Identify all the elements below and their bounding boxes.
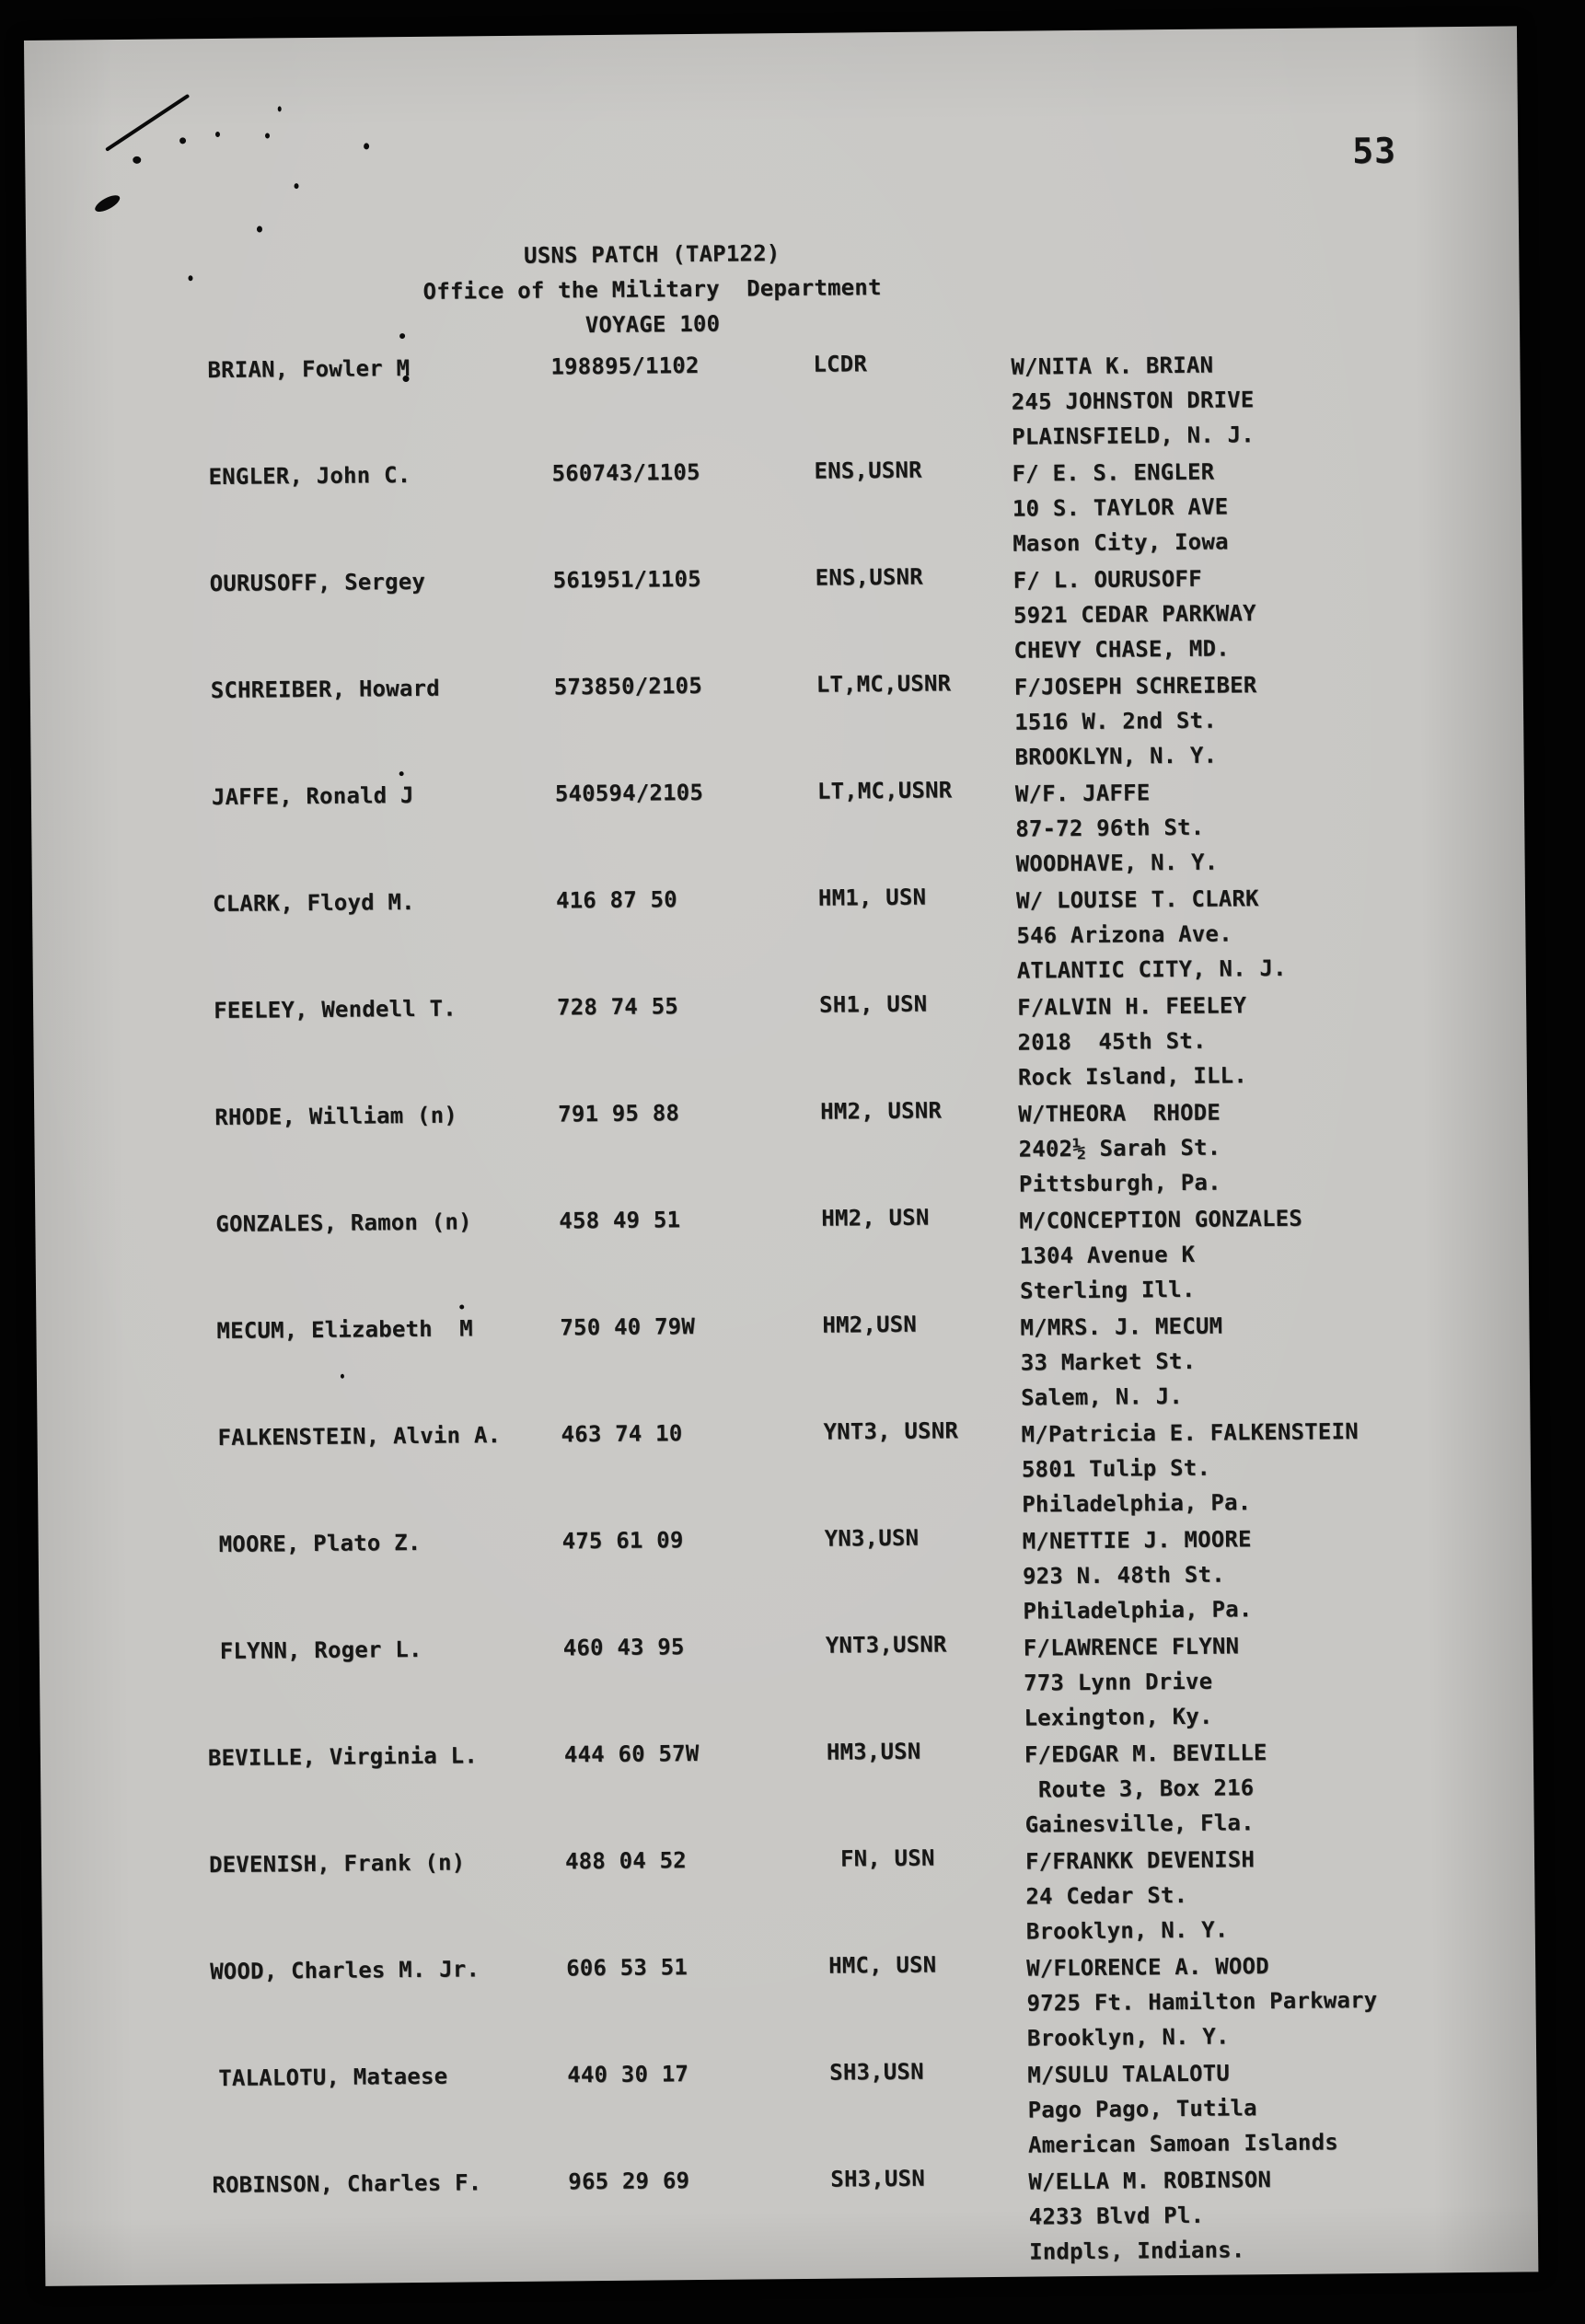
next-of-kin-line: Rock Island, ILL.	[1017, 1062, 1248, 1091]
table-row	[29, 558, 1523, 683]
rank-rating: HM2, USN	[821, 1204, 930, 1231]
passenger-name: RHODE, William (n)	[214, 1102, 458, 1131]
rank-rating: YNT3, USNR	[823, 1417, 959, 1445]
service-number: 488 04 52	[564, 1847, 687, 1875]
next-of-kin-address	[1024, 1628, 1240, 1735]
rank-rating: HM1, USN	[817, 884, 927, 911]
next-of-kin-line: 4233 Blvd Pl.	[1028, 2202, 1205, 2230]
next-of-kin-address	[1020, 1309, 1223, 1416]
next-of-kin-line: Mason City, Iowa	[1012, 528, 1229, 557]
passenger-name: MOORE, Plato Z.	[218, 1529, 422, 1558]
next-of-kin-line: 10 S. TAYLOR AVE	[1012, 493, 1229, 522]
next-of-kin-line: WOODHAVE, N. Y.	[1015, 849, 1219, 877]
next-of-kin-line: 2018 45th St.	[1017, 1027, 1207, 1056]
passenger-name: ROBINSON, Charles F.	[212, 2169, 482, 2199]
service-number: 198895/1102	[550, 352, 700, 380]
service-number: 560743/1105	[551, 458, 700, 487]
table-row	[33, 985, 1527, 1110]
passenger-name: MECUM, Elizabeth M	[216, 1315, 473, 1345]
passenger-name: TALALOTU, Mataese	[218, 2063, 448, 2092]
next-of-kin-line: M/NETTIE J. MOORE	[1022, 1526, 1252, 1555]
passenger-name: FLYNN, Roger L.	[219, 1636, 422, 1665]
next-of-kin-line: 1516 W. 2nd St.	[1014, 707, 1218, 735]
service-number: 750 40 79W	[560, 1313, 696, 1341]
table-row	[42, 1946, 1536, 2071]
next-of-kin-line: Lexington, Ky.	[1024, 1703, 1213, 1731]
next-of-kin-line: PLAINSFIELD, N. J.	[1012, 422, 1255, 450]
next-of-kin-line: F/ALVIN H. FEELEY	[1017, 992, 1247, 1021]
table-row	[39, 1519, 1533, 1644]
passenger-name: SCHREIBER, Howard	[210, 675, 440, 704]
next-of-kin-line: Salem, N. J.	[1021, 1382, 1184, 1411]
next-of-kin-line: Pittsburgh, Pa.	[1018, 1169, 1221, 1197]
next-of-kin-line: 24 Cedar St.	[1025, 1881, 1188, 1910]
next-of-kin-line: Brooklyn, N. Y.	[1026, 2023, 1230, 2052]
next-of-kin-line: 33 Market St.	[1020, 1347, 1197, 1376]
next-of-kin-address	[1018, 1095, 1221, 1202]
rank-rating: LT,MC,USNR	[816, 670, 952, 698]
next-of-kin-line: W/THEORA RHODE	[1018, 1099, 1221, 1127]
next-of-kin-address	[1016, 881, 1287, 989]
document-header	[210, 233, 1094, 346]
service-number: 475 61 09	[561, 1527, 684, 1555]
next-of-kin-line: W/ LOUISE T. CLARK	[1015, 885, 1259, 914]
table-row	[31, 771, 1525, 896]
ink-speck	[133, 156, 141, 164]
table-row	[32, 878, 1526, 1003]
table-row	[36, 1305, 1530, 1430]
next-of-kin-address	[1012, 454, 1228, 561]
next-of-kin-line: ATLANTIC CITY, N. J.	[1016, 954, 1287, 984]
next-of-kin-line: 2402½ Sarah St.	[1018, 1134, 1221, 1162]
service-number: 444 60 57W	[563, 1740, 700, 1768]
service-number: 463 74 10	[561, 1420, 683, 1448]
passenger-name: BRIAN, Fowler M	[207, 354, 411, 384]
next-of-kin-line: 923 N. 48th St.	[1022, 1561, 1225, 1590]
next-of-kin-line: CHEVY CHASE, MD.	[1013, 635, 1230, 664]
ink-speck	[257, 226, 262, 233]
next-of-kin-line: W/F. JAFFE	[1014, 780, 1151, 807]
next-of-kin-line: 9725 Ft. Hamilton Parkwary	[1026, 1986, 1378, 2017]
pen-scratch-blob	[93, 192, 122, 215]
rank-rating: YNT3,USNR	[825, 1631, 947, 1659]
ink-speck	[215, 132, 220, 137]
rank-rating: HM3,USN	[826, 1738, 921, 1765]
rank-rating: SH3,USN	[829, 2058, 924, 2086]
rank-rating: YN3,USN	[824, 1524, 920, 1552]
service-number: 965 29 69	[568, 2168, 690, 2195]
next-of-kin-line: F/ E. S. ENGLER	[1012, 458, 1215, 487]
next-of-kin-line: F/EDGAR M. BEVILLE	[1024, 1740, 1267, 1768]
passenger-name: WOOD, Charles M. Jr.	[210, 1956, 480, 1985]
next-of-kin-address	[1017, 988, 1247, 1094]
table-row	[37, 1412, 1531, 1537]
next-of-kin-line: Brooklyn, N. Y.	[1025, 1916, 1229, 1945]
rank-rating: LCDR	[813, 351, 868, 377]
service-number: 416 87 50	[555, 886, 677, 914]
rank-rating: HM2,USN	[822, 1311, 918, 1338]
service-number: 573850/2105	[553, 672, 703, 700]
next-of-kin-line: Philadelphia, Pa.	[1023, 1596, 1253, 1624]
office-line: Office of the Military Department	[422, 274, 882, 305]
rank-rating: LT,MC,USNR	[816, 777, 953, 804]
table-row	[28, 451, 1521, 576]
next-of-kin-line: Route 3, Box 216	[1024, 1775, 1255, 1803]
next-of-kin-line: Gainesville, Fla.	[1024, 1809, 1255, 1838]
next-of-kin-address	[1014, 667, 1258, 775]
passenger-name: CLARK, Floyd M.	[212, 888, 415, 918]
ink-speck	[265, 133, 270, 138]
next-of-kin-line: M/CONCEPTION GONZALES	[1019, 1205, 1303, 1234]
passenger-name: FALKENSTEIN, Alvin A.	[217, 1422, 502, 1451]
rank-rating: FN, USN	[839, 1844, 935, 1872]
pen-scratch	[105, 94, 190, 152]
next-of-kin-line: W/FLORENCE A. WOOD	[1026, 1953, 1269, 1982]
next-of-kin-line: 5921 CEDAR PARKWAY	[1012, 600, 1256, 629]
next-of-kin-address	[1026, 1948, 1378, 2056]
ink-speck	[188, 275, 192, 281]
next-of-kin-line: 5801 Tulip St.	[1021, 1454, 1211, 1483]
rank-rating: HM2, USNR	[820, 1097, 943, 1125]
next-of-kin-line: F/LAWRENCE FLYNN	[1023, 1633, 1240, 1661]
service-number: 606 53 51	[565, 1954, 688, 1982]
next-of-kin-line: M/MRS. J. MECUM	[1020, 1312, 1223, 1341]
service-number: 540594/2105	[554, 779, 704, 807]
rank-rating: SH1, USN	[818, 990, 928, 1018]
table-row	[43, 2052, 1537, 2178]
next-of-kin-line: 1304 Avenue K	[1019, 1241, 1196, 1269]
service-number: 728 74 55	[556, 993, 679, 1021]
paper-page	[24, 26, 1538, 2285]
table-row	[27, 344, 1521, 469]
passenger-name: BEVILLE, Virginia L.	[207, 1742, 479, 1772]
ink-speck	[179, 137, 186, 144]
next-of-kin-line: W/NITA K. BRIAN	[1011, 352, 1214, 380]
next-of-kin-line: Philadelphia, Pa.	[1022, 1489, 1252, 1518]
next-of-kin-address	[1011, 347, 1255, 455]
next-of-kin-address	[1027, 2054, 1338, 2162]
next-of-kin-address	[1024, 1735, 1268, 1843]
table-row	[41, 1839, 1535, 1964]
passenger-name: OURUSOFF, Sergey	[209, 568, 426, 597]
rank-rating: ENS,USNR	[815, 563, 923, 591]
next-of-kin-line: 245 JOHNSTON DRIVE	[1011, 387, 1255, 415]
passenger-name: JAFFE, Ronald J	[211, 781, 414, 811]
passenger-name: FEELEY, Wendell T.	[213, 995, 457, 1024]
next-of-kin-line: 546 Arizona Ave.	[1016, 920, 1232, 949]
next-of-kin-line: Indpls, Indians.	[1028, 2237, 1245, 2265]
table-row	[44, 2159, 1538, 2284]
service-number: 460 43 95	[562, 1634, 685, 1661]
next-of-kin-address	[1021, 1414, 1359, 1522]
next-of-kin-line: BROOKLYN, N. Y.	[1014, 742, 1218, 770]
next-of-kin-address	[1019, 1201, 1303, 1309]
table-row	[35, 1198, 1529, 1324]
ink-speck	[295, 183, 299, 189]
service-number: 561951/1105	[552, 565, 701, 594]
next-of-kin-line: American Samoan Islands	[1027, 2129, 1339, 2158]
rank-rating: HMC, USN	[827, 1951, 937, 1979]
next-of-kin-address	[1015, 775, 1219, 882]
next-of-kin-line: F/ L. OURUSOFF	[1012, 565, 1202, 594]
service-number: 791 95 88	[558, 1100, 680, 1127]
next-of-kin-line: 773 Lynn Drive	[1024, 1668, 1213, 1696]
next-of-kin-line: F/FRANKK DEVENISH	[1024, 1846, 1255, 1875]
ink-speck	[278, 106, 282, 111]
next-of-kin-line: F/JOSEPH SCHREIBER	[1013, 672, 1257, 700]
next-of-kin-line: Pago Pago, Tutila	[1027, 2095, 1257, 2123]
table-row	[40, 1732, 1534, 1857]
passenger-name: DEVENISH, Frank (n)	[208, 1849, 466, 1879]
next-of-kin-line: Sterling Ill.	[1019, 1276, 1196, 1304]
next-of-kin-line: W/ELLA M. ROBINSON	[1028, 2167, 1272, 2195]
rank-rating: SH3,USN	[830, 2165, 926, 2192]
table-row	[40, 1625, 1533, 1751]
next-of-kin-address	[1023, 1521, 1253, 1628]
rank-rating: ENS,USNR	[814, 457, 922, 484]
next-of-kin-address	[1025, 1842, 1255, 1948]
passenger-name: GONZALES, Ramon (n)	[215, 1208, 472, 1238]
ship-title: USNS PATCH (TAP122)	[523, 240, 781, 269]
table-row	[30, 665, 1524, 790]
next-of-kin-line: M/SULU TALALOTU	[1027, 2060, 1231, 2088]
table-row	[34, 1092, 1528, 1217]
service-number: 440 30 17	[567, 2061, 689, 2088]
next-of-kin-line: 87-72 96th St.	[1015, 814, 1205, 842]
ink-speck	[364, 143, 369, 149]
page-number: 53	[1352, 130, 1397, 172]
next-of-kin-line: M/Patricia E. FALKENSTEIN	[1021, 1418, 1359, 1448]
passenger-name: ENGLER, John C.	[208, 461, 411, 491]
next-of-kin-address	[1028, 2162, 1272, 2270]
voyage-line: VOYAGE 100	[584, 310, 721, 339]
next-of-kin-address	[1012, 561, 1256, 668]
service-number: 458 49 51	[559, 1207, 681, 1234]
